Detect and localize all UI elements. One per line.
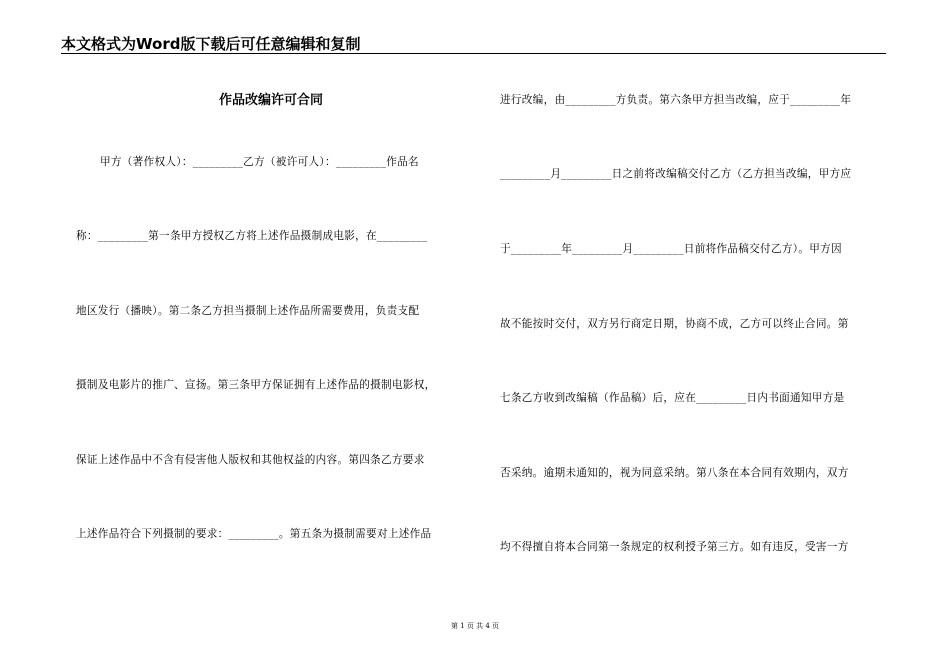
body-line: 于_________年_________月_________日前将作品稿交付乙方）。甲方因 — [500, 243, 842, 255]
body-line: 故不能按时交付，双方另行商定日期，协商不成，乙方可以终止合同。第 — [500, 318, 849, 330]
body-line: 地区发行（播映）。第二条乙方担当摄制上述作品所需要费用，负责支配 — [76, 305, 420, 317]
body-line: 均不得擅自将本合同第一条规定的权利授予第三方。如有违反，受害一方 — [500, 541, 849, 553]
page-number: 第 1 页 共 4 页 — [450, 622, 500, 630]
body-line: 七条乙方收到改编稿（作品稿）后，应在_________日内书面通知甲方是 — [500, 392, 845, 404]
body-line: 否采纳。逾期未通知的，视为同意采纳。第八条在本合同有效期内，双方 — [500, 467, 849, 479]
body-line: 甲方（著作权人）：_________乙方（被许可人）：_________作品名 — [100, 156, 419, 168]
body-line: 上述作品符合下列摄制的要求：_________。第五条为摄制需要对上述作品 — [76, 528, 432, 540]
body-line: 保证上述作品中不含有侵害他人版权和其他权益的内容。第四条乙方要求 — [76, 454, 425, 466]
body-line: 进行改编，由_________方负责。第六条甲方担当改编，应于_________年 — [500, 94, 852, 106]
body-line: 摄制及电影片的推广、宣扬。第三条甲方保证拥有上述作品的摄制电影权， — [76, 379, 436, 391]
document-title: 作品改编许可合同 — [218, 93, 323, 108]
page-header: 本文格式为Word版下载后可任意编辑和复制 — [61, 35, 361, 53]
header-divider — [61, 53, 886, 54]
body-line: _________月_________日之前将改编稿交付乙方（乙方担当改编，甲方应 — [500, 168, 852, 180]
body-line: 称：_________第一条甲方授权乙方将上述作品摄制成电影，在_________ — [76, 230, 428, 242]
